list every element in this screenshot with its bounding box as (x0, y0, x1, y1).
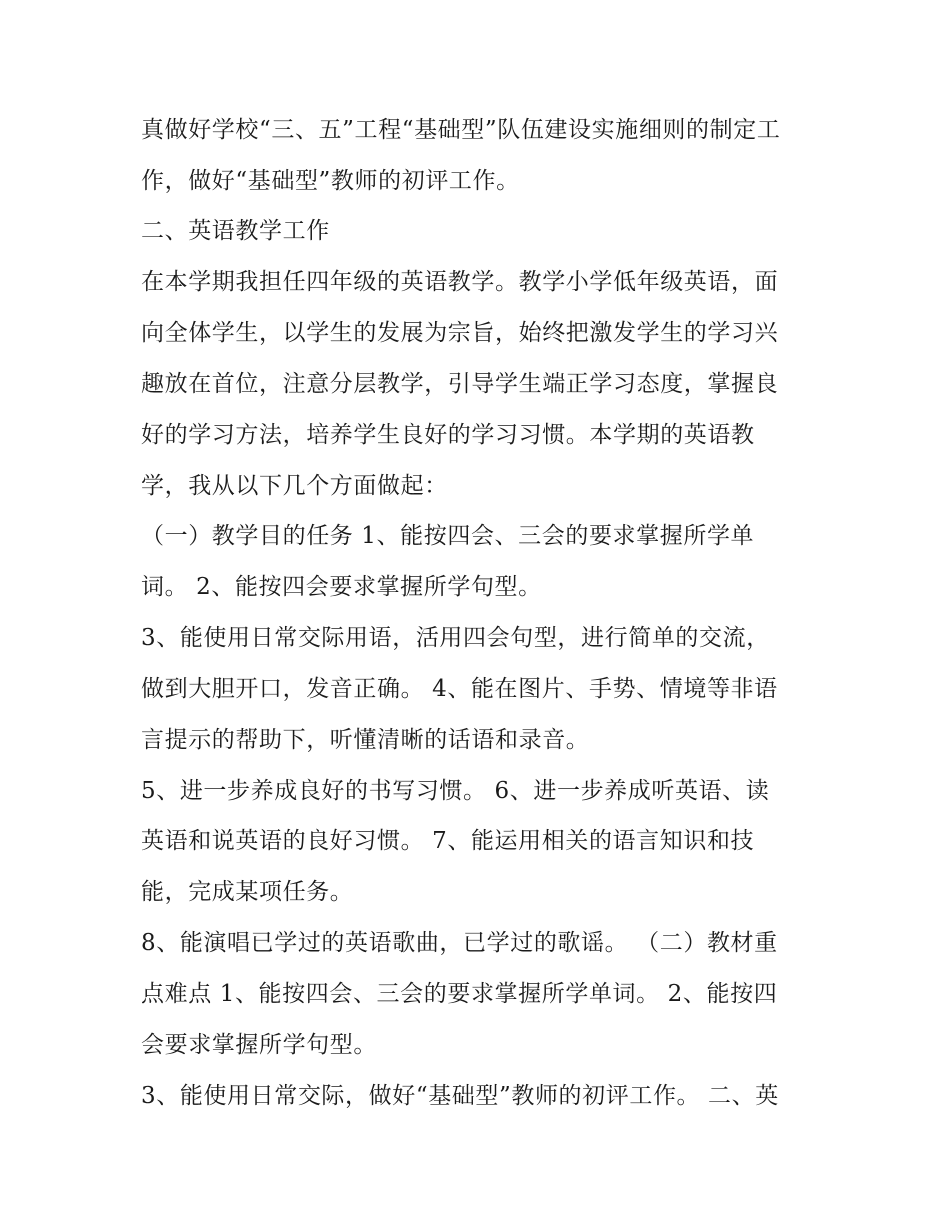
text-line: 词。 2、能按四会要求掌握所学句型。 (141, 574, 542, 600)
text-line: 真做好学校“三、五”工程“基础型”队伍建设实施细则的制定工 (141, 117, 781, 143)
text-line: 趣放在首位，注意分层教学，引导学生端正学习态度，掌握良 (141, 371, 779, 397)
text-line: 能，完成某项任务。 (141, 879, 354, 905)
text-line: 向全体学生，以学生的发展为宗旨，始终把激发学生的学习兴 (141, 320, 779, 346)
text-line: 8、能演唱已学过的英语歌曲，已学过的歌谣。 （二）教材重 (141, 930, 778, 956)
section-heading: 二、英语教学工作 (141, 218, 330, 244)
text-line: 好的学习方法，培养学生良好的学习习惯。本学期的英语教 (141, 422, 755, 448)
text-line: 3、能使用日常交际用语，活用四会句型，进行简单的交流， (141, 625, 770, 651)
text-line: （一）教学目的任务 1、能按四会、三会的要求掌握所学单 (141, 523, 755, 549)
text-line: 言提示的帮助下，听懂清晰的话语和录音。 (141, 727, 590, 753)
text-line: 英语和说英语的良好习惯。 7、能运用相关的语言知识和技 (141, 828, 755, 854)
text-line: 学，我从以下几个方面做起： (141, 473, 448, 499)
text-line: 3、能使用日常交际，做好“基础型”教师的初评工作。 二、英 (141, 1083, 779, 1109)
text-line: 会要求掌握所学句型。 (141, 1032, 377, 1058)
text-line: 作，做好“基础型”教师的初评工作。 (141, 168, 520, 194)
text-line: 做到大胆开口，发音正确。 4、能在图片、手势、情境等非语 (141, 676, 778, 702)
text-line: 在本学期我担任四年级的英语教学。教学小学低年级英语，面 (141, 269, 779, 295)
text-line: 5、进一步养成良好的书写习惯。 6、进一步养成听英语、读 (141, 778, 770, 804)
text-line: 点难点 1、能按四会、三会的要求掌握所学单词。 2、能按四 (141, 981, 778, 1007)
